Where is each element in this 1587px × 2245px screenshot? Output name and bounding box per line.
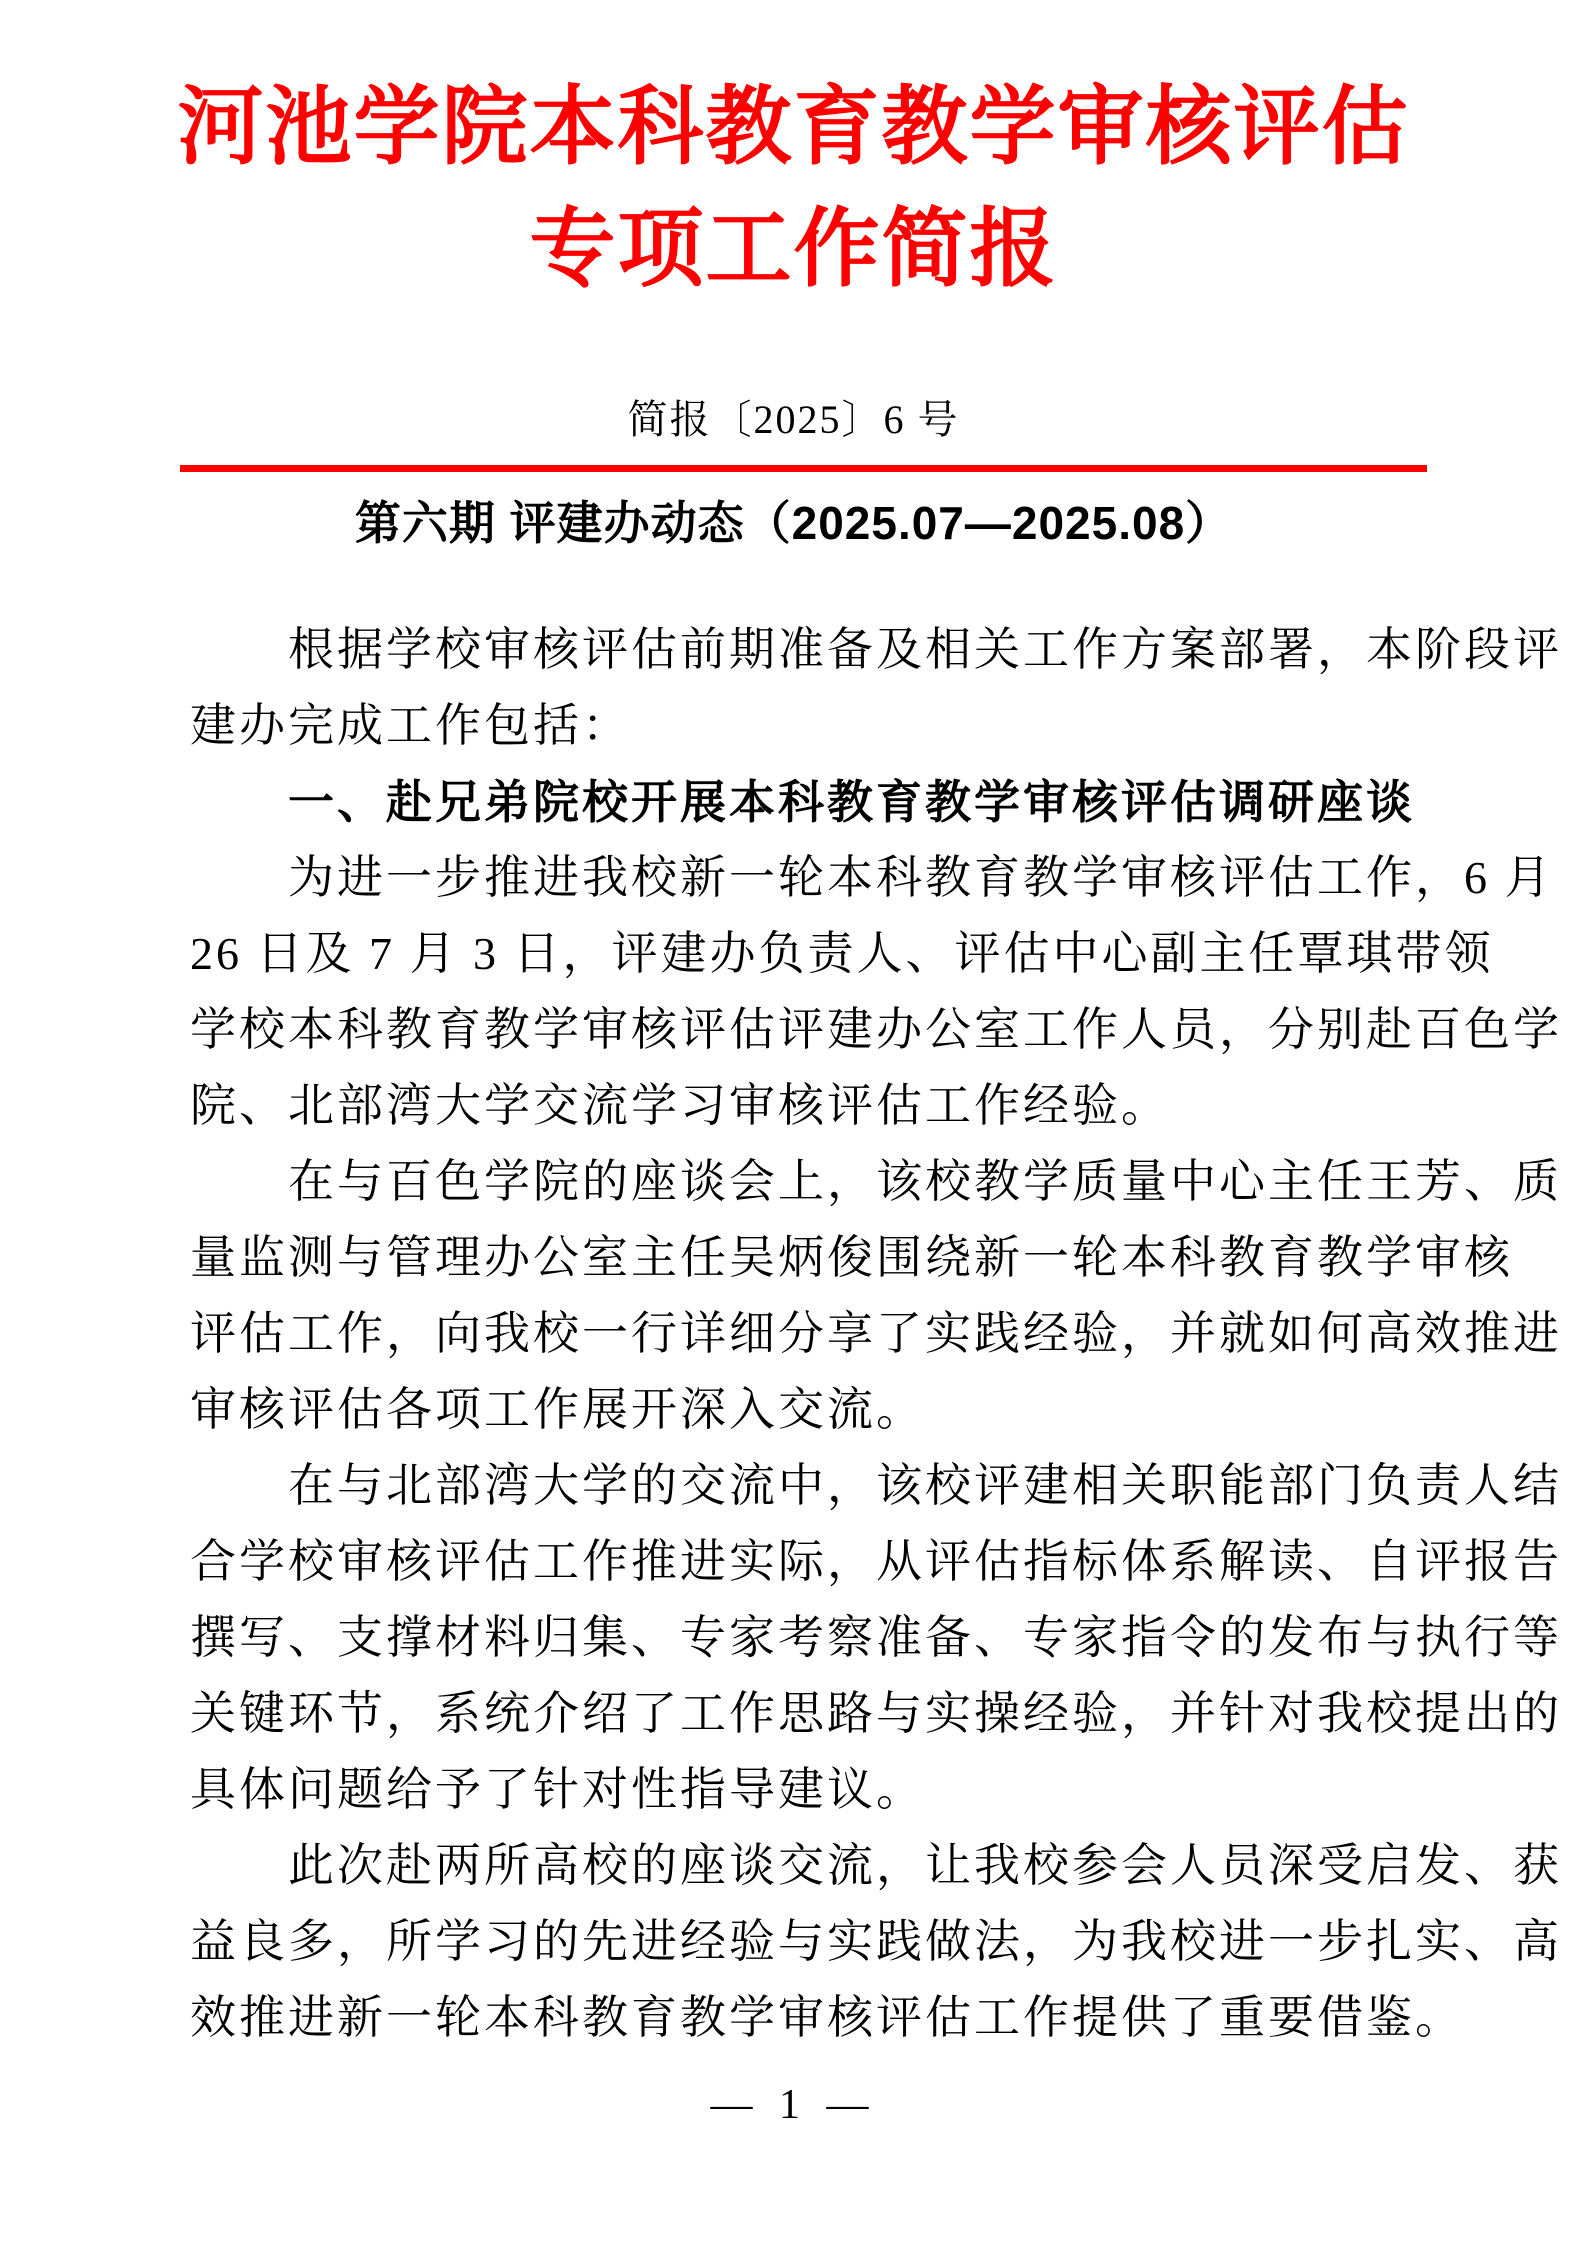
body-line: 评估工作，向我校一行详细分享了实践经验，并就如何高效推进: [190, 1308, 1562, 1359]
issue-number: 简报〔2025〕6 号: [627, 397, 960, 442]
body-line: 在与百色学院的座谈会上，该校教学质量中心主任王芳、质: [288, 1156, 1562, 1207]
page-number: — 1 —: [710, 2082, 877, 2128]
red-divider-line: [180, 465, 1427, 472]
body-line: 在与北部湾大学的交流中，该校评建相关职能部门负责人结: [288, 1460, 1562, 1511]
body-line: 为进一步推进我校新一轮本科教育教学审核评估工作，6 月: [288, 852, 1554, 903]
body-line: 合学校审核评估工作推进实际，从评估指标体系解读、自评报告: [190, 1536, 1562, 1587]
body-line: 具体问题给予了针对性指导建议。: [190, 1764, 925, 1815]
body-line: 26 日及 7 月 3 日，评建办负责人、评估中心副主任覃琪带领: [190, 928, 1494, 979]
body-line: 学校本科教育教学审核评估评建办公室工作人员，分别赴百色学: [190, 1004, 1562, 1055]
body-line: 效推进新一轮本科教育教学审核评估工作提供了重要借鉴。: [190, 1992, 1464, 2043]
body-line: 此次赴两所高校的座谈交流，让我校参会人员深受启发、获: [288, 1840, 1562, 1891]
edition-heading: 第六期 评建办动态（2025.07—2025.08）: [354, 497, 1233, 549]
document-title-line2: 专项工作简报: [529, 201, 1058, 297]
body-line: 审核评估各项工作展开深入交流。: [190, 1384, 925, 1435]
body-line: 撰写、支撑材料归集、专家考察准备、专家指令的发布与执行等: [190, 1612, 1562, 1663]
body-line: 关键环节，系统介绍了工作思路与实操经验，并针对我校提出的: [190, 1688, 1562, 1739]
body-line: 益良多，所学习的先进经验与实践做法，为我校进一步扎实、高: [190, 1916, 1562, 1967]
body-section-heading: 一、赴兄弟院校开展本科教育教学审核评估调研座谈: [288, 776, 1415, 828]
document-title-line1: 河池学院本科教育教学审核评估: [177, 79, 1410, 175]
body-line: 建办完成工作包括：: [190, 700, 631, 751]
document-body: [190, 612, 1562, 2056]
body-line: 量监测与管理办公室主任吴炳俊围绕新一轮本科教育教学审核: [190, 1232, 1513, 1283]
body-line: 根据学校审核评估前期准备及相关工作方案部署，本阶段评: [288, 624, 1562, 675]
document-title: [0, 66, 1587, 310]
body-line: 院、北部湾大学交流学习审核评估工作经验。: [190, 1080, 1170, 1131]
